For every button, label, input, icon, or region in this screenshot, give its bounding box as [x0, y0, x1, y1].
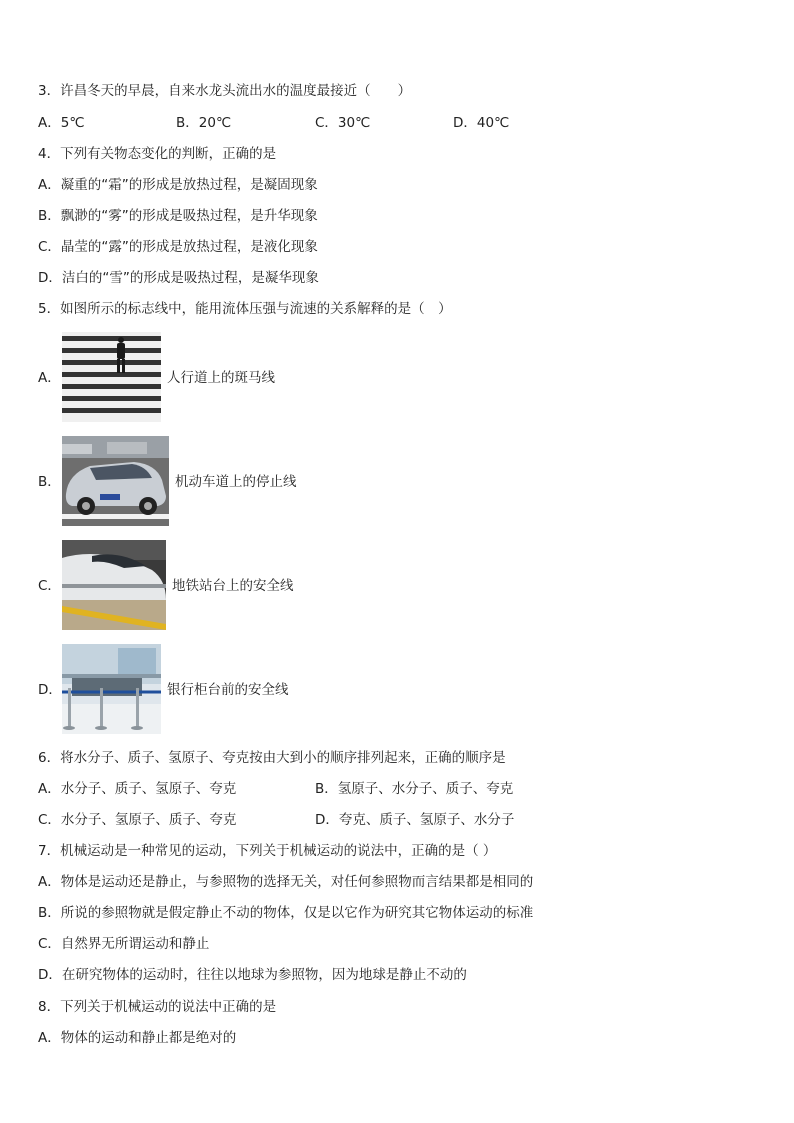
question-6-option-b: B．氢原子、水分子、质子、夸克 [315, 781, 514, 797]
question-6-option-d: D．夸克、质子、氢原子、水分子 [315, 812, 515, 828]
question-3-option-d: D．40℃ [453, 115, 510, 131]
question-4-option-b: B．飘渺的“雾”的形成是吸热过程，是升华现象 [38, 208, 318, 224]
question-5-option-c-caption: 地铁站台上的安全线 [172, 578, 294, 594]
question-3-option-c: C．30℃ [315, 115, 371, 131]
question-3-stem: 3．许昌冬天的早晨，自来水龙头流出水的温度最接近（ ） [38, 83, 412, 99]
zebra-crossing-photo [62, 332, 161, 422]
question-5-option-b-letter: B． [38, 474, 61, 490]
question-7-option-b: B．所说的参照物就是假定静止不动的物体，仅是以它作为研究其它物体运动的标准 [38, 905, 534, 921]
question-5-option-a-caption: 人行道上的斑马线 [167, 370, 275, 386]
question-6-option-a: A．水分子、质子、氢原子、夸克 [38, 781, 237, 797]
question-3-option-b: B．20℃ [176, 115, 232, 131]
car-stop-line-photo [62, 436, 169, 526]
question-5-stem: 5．如图所示的标志线中，能用流体压强与流速的关系解释的是（ ） [38, 301, 452, 317]
question-4-option-a: A．凝重的“霜”的形成是放热过程，是凝固现象 [38, 177, 318, 193]
question-6-stem: 6．将水分子、质子、氢原子、夸克按由大到小的顺序排列起来，正确的顺序是 [38, 750, 506, 766]
question-8-stem: 8．下列关于机械运动的说法中正确的是 [38, 999, 277, 1015]
question-5-option-b-caption: 机动车道上的停止线 [175, 474, 297, 490]
question-5-option-c-letter: C． [38, 578, 61, 594]
question-5-option-a-letter: A． [38, 370, 61, 386]
question-5-option-d-caption: 银行柜台前的安全线 [167, 682, 289, 698]
question-7-option-a: A．物体是运动还是静止，与参照物的选择无关，对任何参照物而言结果都是相同的 [38, 874, 534, 890]
bank-counter-photo [62, 644, 161, 734]
question-7-stem: 7．机械运动是一种常见的运动，下列关于机械运动的说法中，正确的是（ ） [38, 843, 497, 859]
question-8-option-a: A．物体的运动和静止都是绝对的 [38, 1030, 237, 1046]
question-7-option-c: C．自然界无所谓运动和静止 [38, 936, 210, 952]
question-6-option-c: C．水分子、氢原子、质子、夸克 [38, 812, 237, 828]
question-3-option-a: A．5℃ [38, 115, 85, 131]
question-4-stem: 4．下列有关物态变化的判断，正确的是 [38, 146, 277, 162]
question-5-option-d-letter: D． [38, 682, 62, 698]
question-4-option-d: D．洁白的“雪”的形成是吸热过程，是凝华现象 [38, 270, 319, 286]
subway-train-photo [62, 540, 166, 630]
question-4-option-c: C．晶莹的“露”的形成是放热过程，是液化现象 [38, 239, 318, 255]
question-7-option-d: D．在研究物体的运动时，往往以地球为参照物，因为地球是静止不动的 [38, 967, 467, 983]
